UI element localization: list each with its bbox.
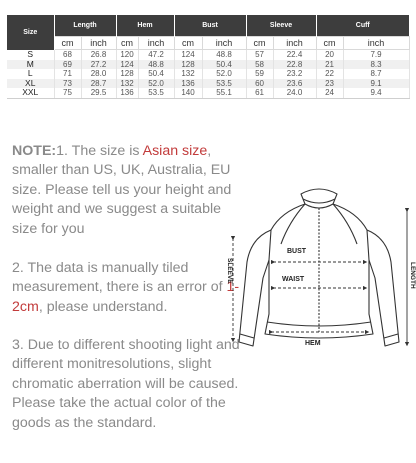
- measurement-cell: 128: [116, 69, 138, 79]
- measurement-cell: 47.2: [138, 50, 174, 60]
- measurement-cell: 132: [116, 79, 138, 89]
- measurement-cell: 23.2: [273, 69, 316, 79]
- size-table: [7, 15, 410, 99]
- jacket-measurement-diagram: [226, 182, 416, 372]
- unit-header: inch: [138, 37, 174, 50]
- unit-header: cm: [246, 37, 273, 50]
- measurement-cell: 57: [246, 50, 273, 60]
- measurement-cell: 58: [246, 60, 273, 70]
- measurement-cell: 73: [54, 79, 81, 89]
- measurement-cell: 22.4: [273, 50, 316, 60]
- table-row: [7, 79, 409, 89]
- measurement-cell: 22: [316, 69, 343, 79]
- measurement-cell: 9.4: [343, 88, 409, 98]
- unit-header: cm: [174, 37, 202, 50]
- bust-header: Bust: [174, 15, 246, 37]
- asian-size-highlight: Asian size: [142, 143, 208, 159]
- measurement-cell: 136: [116, 88, 138, 98]
- measurement-cell: 53.5: [138, 88, 174, 98]
- cuff-header: Cuff: [316, 15, 409, 37]
- unit-header: inch: [273, 37, 316, 50]
- sleeve-header: Sleeve: [246, 15, 316, 37]
- unit-header: inch: [81, 37, 116, 50]
- measurement-cell: 21: [316, 60, 343, 70]
- measurement-cell: 27.2: [81, 60, 116, 70]
- measurement-cell: 60: [246, 79, 273, 89]
- size-cell: S: [7, 50, 54, 60]
- note-1-text-rest: , smaller than US, UK, Australia, EU size. Please tell us your height and weight and we suggest a suitable size for you: [12, 143, 232, 237]
- measurement-cell: 140: [174, 88, 202, 98]
- hem-header: Hem: [116, 15, 174, 37]
- measurement-cell: 7.9: [343, 50, 409, 60]
- jacket-illustration: [226, 182, 416, 372]
- measurement-cell: 48.8: [138, 60, 174, 70]
- sleeve-label: SLEEVE: [226, 258, 233, 284]
- measurement-cell: 68: [54, 50, 81, 60]
- table-row: [7, 88, 409, 98]
- measurement-cell: 8.3: [343, 60, 409, 70]
- measurement-cell: 28.7: [81, 79, 116, 89]
- note-block: [12, 142, 244, 239]
- unit-header: cm: [316, 37, 343, 50]
- measurement-cell: 26.8: [81, 50, 116, 60]
- measurement-cell: 48.8: [202, 50, 246, 60]
- measurement-cell: 61: [246, 88, 273, 98]
- measurement-cell: 29.5: [81, 88, 116, 98]
- unit-header: inch: [343, 37, 409, 50]
- size-chart: [7, 15, 409, 99]
- waist-label: WAIST: [282, 276, 305, 283]
- measurement-cell: 120: [116, 50, 138, 60]
- measurement-cell: 53.5: [202, 79, 246, 89]
- size-cell: XXL: [7, 88, 54, 98]
- measurement-cell: 59: [246, 69, 273, 79]
- measurement-cell: 22.8: [273, 60, 316, 70]
- note-1-text: 1. The size is: [56, 143, 143, 159]
- measurement-cell: 132: [174, 69, 202, 79]
- unit-header: cm: [116, 37, 138, 50]
- measurement-cell: 55.1: [202, 88, 246, 98]
- size-cell: XL: [7, 79, 54, 89]
- measurement-cell: 71: [54, 69, 81, 79]
- measurement-cell: 124: [116, 60, 138, 70]
- note-2-text: 2. The data is manually tiled measurement, there is an error of: [12, 260, 227, 296]
- note-3-text: 3. Due to different shooting light and different monitresolutions, slight chromatic aberration will be caused. Please take the actual color of the goods as the standard.: [12, 337, 240, 431]
- error-range-highlight: 1-2cm: [12, 279, 240, 315]
- measurement-cell: 75: [54, 88, 81, 98]
- measurement-cell: 9.1: [343, 79, 409, 89]
- unit-header: inch: [202, 37, 246, 50]
- size-cell: M: [7, 60, 54, 70]
- measurement-cell: 136: [174, 79, 202, 89]
- note-paragraph-2: [12, 259, 244, 317]
- measurement-cell: 69: [54, 60, 81, 70]
- measurement-cell: 23.6: [273, 79, 316, 89]
- table-row: [7, 50, 409, 60]
- size-cell: L: [7, 69, 54, 79]
- measurement-cell: 23: [316, 79, 343, 89]
- unit-header: cm: [54, 37, 81, 50]
- measurement-cell: 24: [316, 88, 343, 98]
- length-header: Length: [54, 15, 116, 37]
- measurement-cell: 52.0: [202, 69, 246, 79]
- hem-label: HEM: [305, 340, 321, 347]
- note-paragraph-1: [12, 142, 244, 239]
- measurement-cell: 50.4: [138, 69, 174, 79]
- table-row: [7, 69, 409, 79]
- measurement-cell: 50.4: [202, 60, 246, 70]
- measurement-cell: 8.7: [343, 69, 409, 79]
- measurement-cell: 128: [174, 60, 202, 70]
- bust-label: BUST: [287, 248, 307, 255]
- table-row: [7, 60, 409, 70]
- note-label: NOTE:: [12, 143, 57, 159]
- size-header: Size: [7, 15, 54, 50]
- note-paragraph-3: [12, 336, 244, 433]
- measurement-cell: 28.0: [81, 69, 116, 79]
- measurement-cell: 52.0: [138, 79, 174, 89]
- note-2-text-rest: , please understand.: [38, 298, 168, 315]
- measurement-cell: 124: [174, 50, 202, 60]
- length-label: LENGTH: [409, 262, 416, 289]
- measurement-cell: 24.0: [273, 88, 316, 98]
- collar-outline: [301, 189, 337, 208]
- measurement-cell: 20: [316, 50, 343, 60]
